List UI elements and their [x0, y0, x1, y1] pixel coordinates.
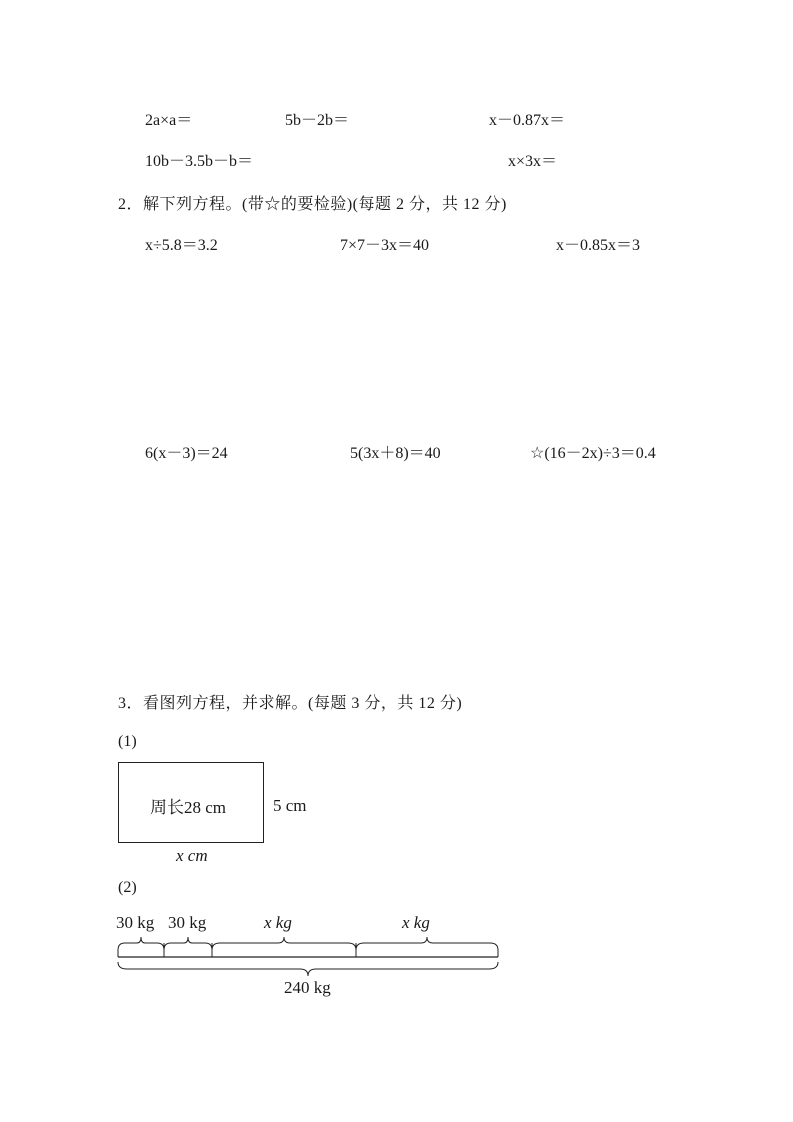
equation-3: x－0.85x＝3	[556, 237, 641, 254]
segment-label-3: x kg	[264, 913, 292, 932]
expression-x-times-3x: x×3x＝	[508, 153, 558, 170]
brace-total	[118, 962, 498, 976]
brace-segment-1	[118, 937, 164, 950]
problem-1-label: (1)	[118, 733, 137, 750]
brace-segment-3	[212, 937, 356, 950]
expression-10b-minus: 10b－3.5b－b＝	[145, 153, 254, 170]
problem-2-label: (2)	[118, 879, 137, 896]
total-label: 240 kg	[284, 978, 331, 997]
height-label: 5 cm	[273, 796, 307, 815]
section-3-heading: 3．看图列方程，并求解。(每题 3 分，共 12 分)	[118, 695, 463, 712]
brace-segment-4	[356, 937, 498, 950]
expression-5b-minus-2b: 5b－2b＝	[285, 112, 350, 129]
brace-segment-2	[164, 937, 212, 950]
equation-6-starred: ☆(16－2x)÷3＝0.4	[530, 445, 656, 462]
segment-label-4: x kg	[402, 913, 430, 932]
section-2-heading: 2．解下列方程。(带☆的要检验)(每题 2 分，共 12 分)	[118, 196, 507, 213]
segment-label-2: 30 kg	[168, 913, 207, 932]
equation-2: 7×7－3x＝40	[340, 237, 430, 254]
equation-4: 6(x－3)＝24	[145, 445, 228, 462]
segment-label-1: 30 kg	[116, 913, 155, 932]
expression-2a-times-a: 2a×a＝	[145, 112, 193, 129]
width-label: x cm	[176, 846, 208, 865]
equation-5: 5(3x＋8)＝40	[350, 445, 441, 462]
equation-1: x÷5.8＝3.2	[145, 237, 218, 254]
expression-x-minus-087x: x－0.87x＝	[489, 112, 566, 129]
perimeter-label: 周长28 cm	[150, 798, 227, 817]
